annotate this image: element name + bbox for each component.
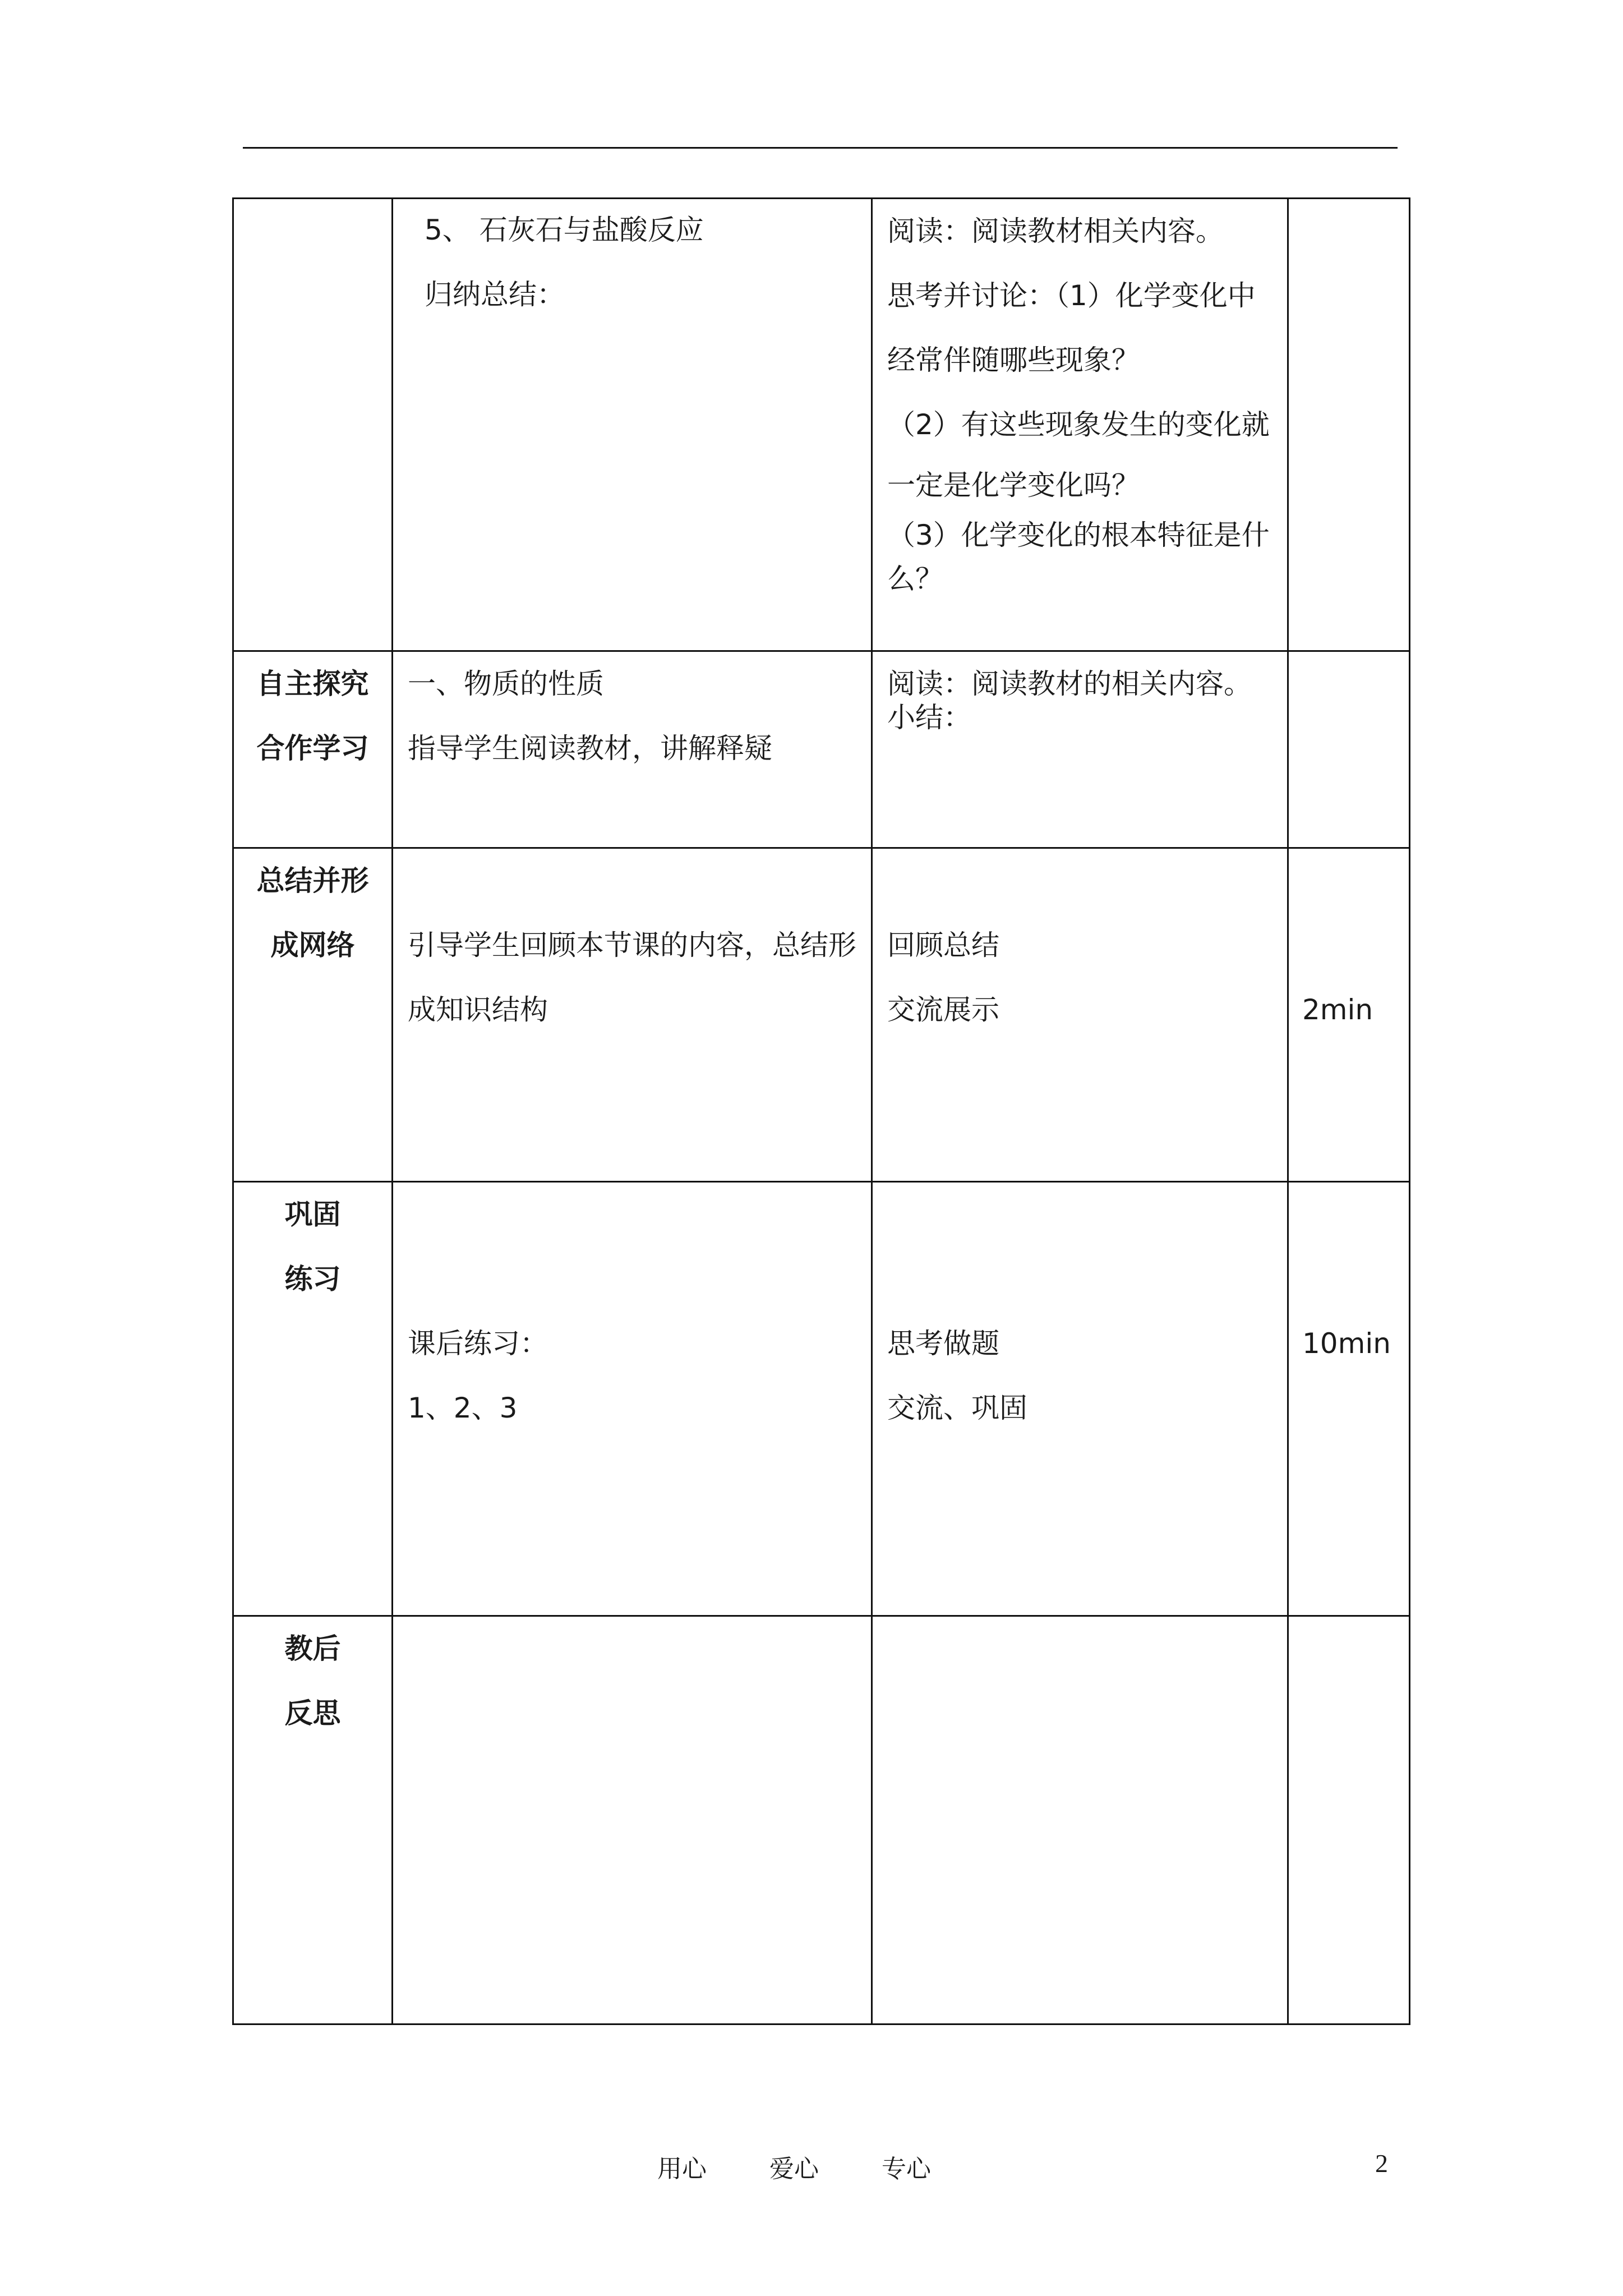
activity-text: （2）有这些现象发生的变化就 <box>887 408 1270 441</box>
teacher-activity-cell <box>393 1182 872 1616</box>
teacher-activity-cell <box>393 848 872 1182</box>
teacher-activity-cell <box>393 1616 872 2024</box>
table-row <box>233 1182 1410 1616</box>
activity-text: 一、物质的性质 <box>408 668 604 700</box>
stage-cell <box>233 848 393 1182</box>
student-activity-cell <box>872 651 1288 848</box>
activity-text: 交流、巩固 <box>887 1392 1027 1424</box>
activity-text: 1、2、3 <box>408 1392 518 1424</box>
footer-text: 爱心 <box>769 2155 819 2183</box>
stage-label: 总结并形 <box>256 864 369 897</box>
stage-label: 成网络 <box>270 929 355 961</box>
stage-label: 合作学习 <box>256 732 369 765</box>
table-row <box>233 651 1410 848</box>
student-activity-cell <box>872 199 1288 651</box>
footer-text: 专心 <box>882 2155 931 2183</box>
time-cell <box>1288 1616 1410 2024</box>
activity-text: 成知识结构 <box>408 993 548 1026</box>
time-cell <box>1288 848 1410 1182</box>
header-rule <box>243 147 1398 149</box>
stage-label: 教后 <box>284 1632 341 1665</box>
activity-text: 思考并讨论：（1）化学变化中 <box>887 279 1256 312</box>
time-cell <box>1288 651 1410 848</box>
stage-label: 巩固 <box>284 1198 341 1231</box>
stage-cell <box>233 1616 393 2024</box>
lesson-plan-table <box>232 197 1410 2025</box>
page-number: 2 <box>1375 2149 1388 2178</box>
footer-text: 用心 <box>657 2155 707 2183</box>
activity-text: 指导学生阅读教材，讲解释疑 <box>408 732 772 765</box>
activity-text: 引导学生回顾本节课的内容，总结形 <box>408 929 856 961</box>
stage-label: 练习 <box>284 1263 341 1295</box>
stage-cell <box>233 1182 393 1616</box>
activity-text: 么？ <box>887 563 943 595</box>
activity-text: 阅读：阅读教材的相关内容。 <box>887 668 1252 700</box>
stage-cell <box>233 651 393 848</box>
activity-text: 一定是化学变化吗？ <box>887 469 1140 501</box>
activity-text: 思考做题 <box>887 1327 999 1360</box>
activity-text: 5、 石灰石与盐酸反应 <box>425 214 704 246</box>
student-activity-cell <box>872 848 1288 1182</box>
student-activity-cell <box>872 1616 1288 2024</box>
activity-text: 阅读：阅读教材相关内容。 <box>887 215 1224 247</box>
table-row <box>233 848 1410 1182</box>
activity-text: （3）化学变化的根本特征是什 <box>887 519 1270 551</box>
activity-text: 经常伴随哪些现象？ <box>887 344 1140 376</box>
table-row <box>233 199 1410 651</box>
teacher-activity-cell <box>393 651 872 848</box>
time-cell <box>1288 1182 1410 1616</box>
time-cell <box>1288 199 1410 651</box>
activity-text: 小结： <box>887 701 971 734</box>
table-row <box>233 1616 1410 2024</box>
teacher-activity-cell <box>393 199 872 651</box>
activity-text: 交流展示 <box>887 993 999 1026</box>
activity-text: 归纳总结： <box>425 278 565 311</box>
time-value: 2min <box>1302 993 1373 1026</box>
activity-text: 回顾总结 <box>887 929 999 961</box>
stage-label: 自主探究 <box>256 668 369 700</box>
student-activity-cell <box>872 1182 1288 1616</box>
stage-cell <box>233 199 393 651</box>
activity-text: 课后练习： <box>408 1327 548 1360</box>
time-value: 10min <box>1302 1327 1391 1360</box>
stage-label: 反思 <box>284 1697 341 1729</box>
